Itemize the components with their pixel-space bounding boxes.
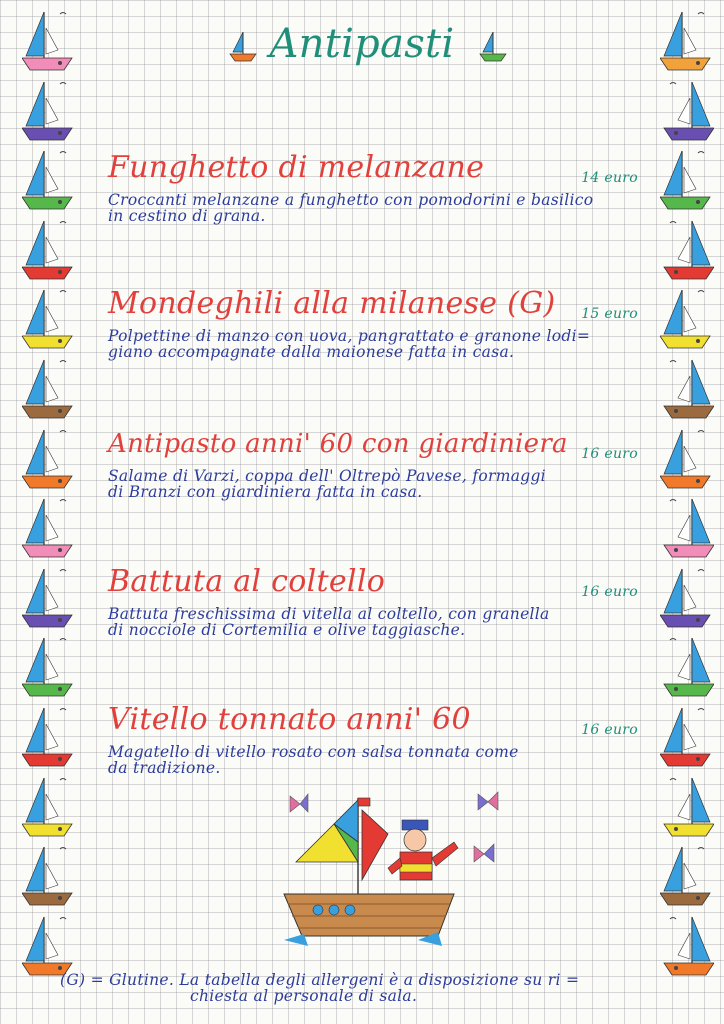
sailboat-icon — [660, 702, 714, 770]
sailboat-icon — [22, 772, 76, 840]
item-description-line: Salame di Varzi, coppa dell' Oltrepò Pavese, formaggi — [108, 467, 546, 485]
item-price: 14 euro — [581, 170, 638, 186]
sailboat-icon — [660, 215, 714, 283]
item-description-line: di Branzi con giardiniera fatta in casa. — [108, 483, 423, 501]
sailboat-icon — [660, 911, 714, 979]
menu-item — [108, 700, 638, 776]
item-description — [108, 744, 628, 776]
sailboat-icon — [660, 284, 714, 352]
item-name: Funghetto di melanzane — [108, 150, 485, 185]
allergen-footnote — [60, 972, 680, 1004]
sailboat-icon — [660, 493, 714, 561]
item-description — [108, 328, 628, 360]
item-description-line: da tradizione. — [108, 759, 221, 777]
sailboat-icon — [660, 563, 714, 631]
item-description-line: in cestino di grana. — [108, 207, 266, 225]
item-description-line: Polpettine di manzo con uova, pangrattato e granone lodi= — [108, 327, 591, 345]
sailboat-icon — [22, 493, 76, 561]
sailboat-icon — [22, 911, 76, 979]
sailboat-icon — [660, 772, 714, 840]
item-name: Battuta al coltello — [108, 564, 386, 599]
item-name: Vitello tonnato anni' 60 — [108, 702, 471, 737]
item-name: Antipasto anni' 60 con giardiniera — [108, 429, 568, 459]
sailboat-icon — [22, 424, 76, 492]
item-description — [108, 192, 628, 224]
sailboat-icon — [660, 145, 714, 213]
sailboat-icon — [22, 702, 76, 770]
sailboat-icon — [660, 841, 714, 909]
sailboat-icon — [660, 632, 714, 700]
item-description-line: di nocciole di Cortemilia e olive taggiasche. — [108, 621, 466, 639]
left-boat-border — [22, 6, 76, 980]
sailboat-icon — [22, 354, 76, 422]
sailor-figure — [388, 820, 458, 880]
menu-item — [108, 562, 638, 638]
item-price: 16 euro — [581, 446, 638, 462]
menu-item — [108, 284, 638, 360]
sailboat-icon — [22, 215, 76, 283]
item-description — [108, 468, 628, 500]
sailboat-icon — [22, 76, 76, 144]
title-sailboat-icon-right — [478, 30, 508, 62]
menu-item — [108, 148, 638, 224]
item-price: 15 euro — [581, 306, 638, 322]
item-description — [108, 606, 628, 638]
item-description-line: Battuta freschissima di vitella al coltello, con granella — [108, 605, 550, 623]
right-boat-border — [660, 6, 714, 980]
sailboat-icon — [22, 841, 76, 909]
item-description-line: Croccanti melanzane a funghetto con pomodorini e basilico — [108, 191, 594, 209]
sailboat-icon — [22, 632, 76, 700]
item-name: Mondeghili alla milanese (G) — [108, 286, 556, 321]
sailboat-icon — [660, 76, 714, 144]
sailboat-icon — [22, 563, 76, 631]
sailboat-icon — [660, 424, 714, 492]
sailboat-icon — [22, 284, 76, 352]
item-price: 16 euro — [581, 584, 638, 600]
butterfly-icon — [474, 844, 494, 862]
sailboat-sailor-drawing — [278, 790, 508, 950]
sailboat-icon — [22, 145, 76, 213]
sailboat-icon — [660, 354, 714, 422]
item-description-line: giano accompagnate dalla maionese fatta in casa. — [108, 343, 515, 361]
page-title: Antipasti — [269, 21, 455, 67]
item-price: 16 euro — [581, 722, 638, 738]
footnote-line: (G) = Glutine. La tabella degli allergeni è a disposizione su ri = — [60, 971, 580, 989]
butterfly-icon — [290, 794, 308, 812]
item-description-line: Magatello di vitello rosato con salsa tonnata come — [108, 743, 519, 761]
footnote-line: chiesta al personale di sala. — [190, 987, 418, 1005]
menu-item — [108, 424, 638, 500]
butterfly-icon — [478, 792, 498, 810]
